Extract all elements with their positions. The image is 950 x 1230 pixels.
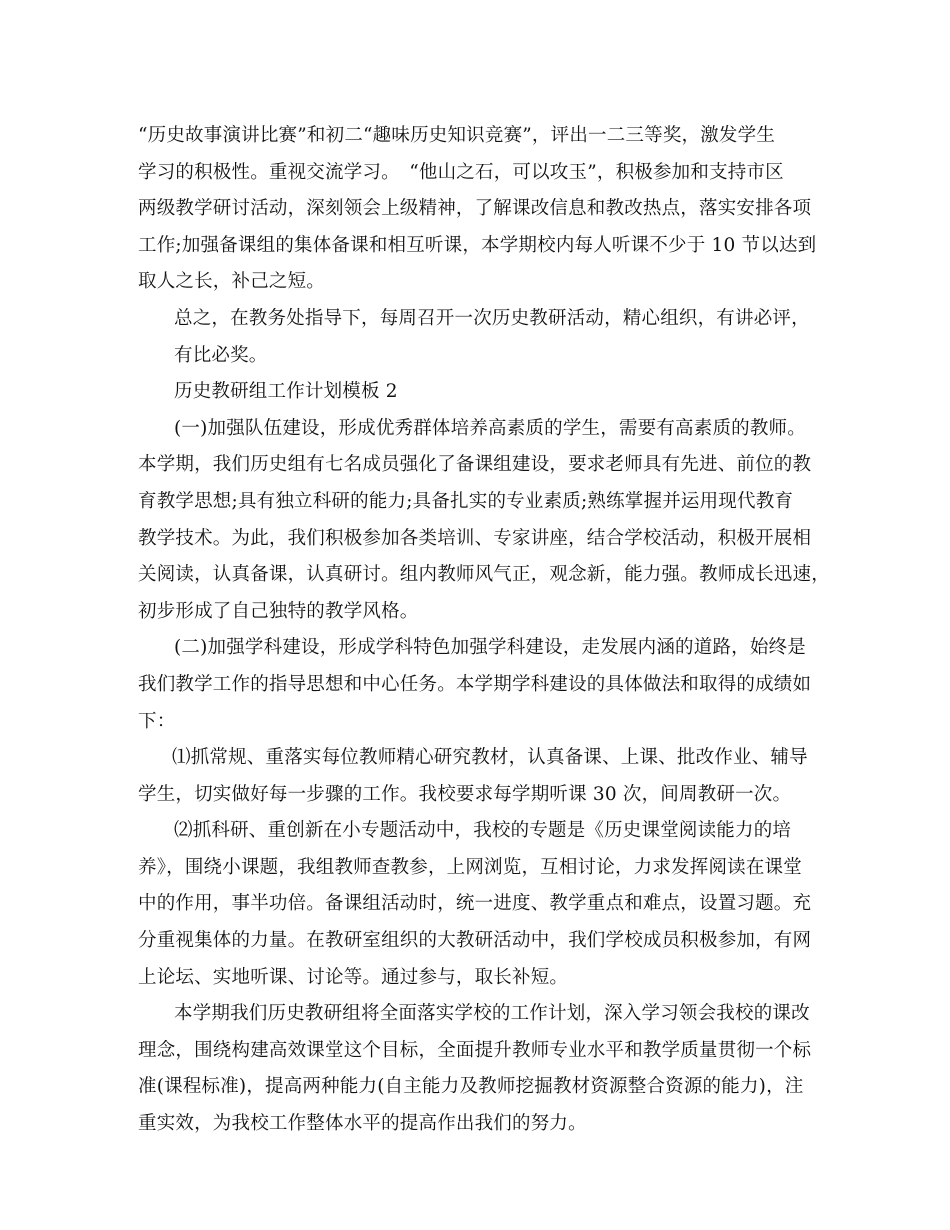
text-line: 我们教学工作的指导思想和中心任务。本学期学科建设的具体做法和取得的成绩如 <box>138 673 812 695</box>
document-page <box>138 118 828 1143</box>
text-line: 理念，围绕构建高效课堂这个目标，全面提升教师专业水平和教学质量贯彻一个标 <box>138 1039 812 1061</box>
text-line: (一)加强队伍建设，形成优秀群体培养高素质的学生，需要有高素质的教师。 <box>174 417 806 439</box>
text-line: 养》，围绕小课题，我组教师查教参，上网浏览，互相讨论，力求发挥阅读在课堂 <box>138 856 802 878</box>
text-line: 教学技术。为此，我们积极参加各类培训、专家讲座，结合学校活动，积极开展相 <box>138 527 812 549</box>
text-line: 历史教研组工作计划模板 2 <box>174 381 398 403</box>
text-line: 上论坛、实地听课、讨论等。通过参与，取长补短。 <box>138 966 569 988</box>
text-line: 初步形成了自己独特的教学风格。 <box>138 600 419 622</box>
text-line: 工作;加强备课组的集体备课和相互听课，本学期校内每人听课不少于 10 节以达到 <box>138 234 817 256</box>
text-line: 育教学思想;具有独立科研的能力;具备扎实的专业素质;熟练掌握并运用现代教育 <box>138 490 794 512</box>
text-line: ⑴抓常规、重落实每位教师精心研究教材，认真备课、上课、批改作业、辅导 <box>172 747 808 769</box>
text-line: “历史故事演讲比赛”和初二“趣味历史知识竞赛”，评出一二三等奖，激发学生 <box>138 125 776 146</box>
text-line: 本学期我们历史教研组将全面落实学校的工作计划，深入学习领会我校的课改 <box>174 1003 810 1025</box>
text-line: 中的作用，事半功倍。备课组活动时，统一进度、教学重点和难点，设置习题。充 <box>138 893 812 915</box>
text-line: 总之，在教务处指导下，每周召开一次历史教研活动，精心组织，有讲必评， <box>174 307 810 329</box>
text-line: 有比必奖。 <box>174 344 268 366</box>
text-line: 两级教学研讨活动，深刻领会上级精神，了解课改信息和教改热点，落实安排各项 <box>138 198 812 220</box>
text-line: (二)加强学科建设，形成学科特色加强学科建设，走发展内涵的道路，始终是 <box>174 637 806 659</box>
text-line: 重实效，为我校工作整体水平的提高作出我们的努力。 <box>138 1113 587 1135</box>
text-line: 下： <box>138 710 176 732</box>
text-line: 关阅读，认真备课，认真研讨。组内教师风气正，观念新，能力强。教师成长迅速， <box>138 564 830 586</box>
text-line: 学生，切实做好每一步骤的工作。我校要求每学期听课 30 次，间周教研一次。 <box>138 783 792 805</box>
text-line: 本学期，我们历史组有七名成员强化了备课组建设，要求老师具有先进、前位的教 <box>138 454 812 476</box>
text-line: 学习的积极性。重视交流学习。 “他山之石，可以攻玉”，积极参加和支持市区 <box>138 161 784 183</box>
text-line: 分重视集体的力量。在教研室组织的大教研活动中，我们学校成员积极参加，有网 <box>138 930 812 952</box>
text-line: ⑵抓科研、重创新在小专题活动中，我校的专题是《历史课堂阅读能力的培 <box>174 820 792 842</box>
text-line: 准(课程标准)，提高两种能力(自主能力及教师挖掘教材资源整合资源的能力)，注 <box>138 1076 804 1098</box>
text-line: 取人之长，补己之短。 <box>138 271 326 293</box>
